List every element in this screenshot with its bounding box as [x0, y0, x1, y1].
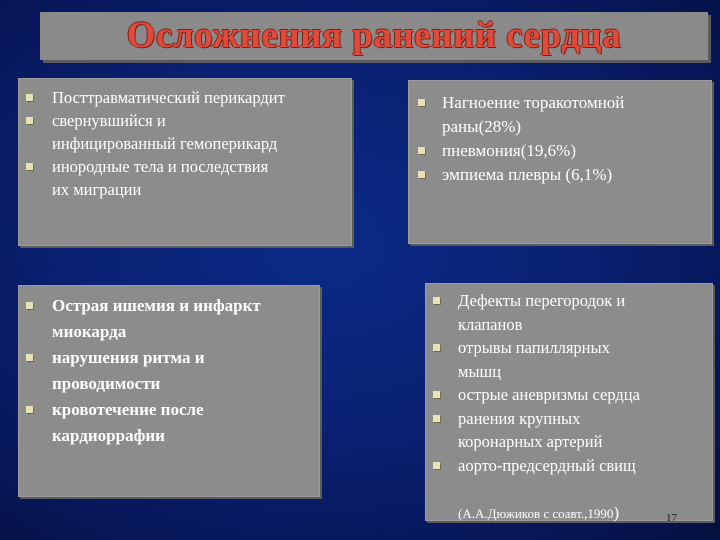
bullet-icon — [433, 415, 440, 422]
list-item-text: отрывы папиллярных — [458, 338, 610, 357]
list-item-text: их миграции — [52, 180, 142, 199]
list-item-text: Острая ишемия и инфаркт — [52, 296, 261, 315]
list-item-text: раны(28%) — [442, 117, 522, 136]
bullet-icon — [433, 391, 440, 398]
list-item-text: свернувшийся и — [52, 111, 166, 130]
bullet-icon — [433, 344, 440, 351]
list-item-text: миокарда — [52, 322, 127, 341]
list-item-text: Посттравматический перикардит — [52, 88, 285, 107]
list-top-right — [442, 91, 704, 187]
list-item — [458, 289, 708, 336]
citation — [458, 503, 619, 523]
bullet-icon — [26, 406, 33, 413]
list-bottom-left — [52, 293, 314, 449]
bullet-icon — [26, 94, 33, 101]
bullet-icon — [26, 302, 33, 309]
bullet-icon — [433, 462, 440, 469]
list-item — [442, 91, 704, 139]
list-item-text: инородные тела и последствия — [52, 157, 269, 176]
list-item — [52, 345, 314, 397]
list-item — [52, 86, 342, 109]
list-item-text: Нагноение торакотомной — [442, 93, 625, 112]
citation-text: (А.А.Дюжиков с соавт.,1990 — [458, 506, 614, 521]
list-item — [458, 454, 708, 478]
bullet-icon — [26, 354, 33, 361]
citation-close: ) — [613, 503, 620, 522]
page-number: 17 — [666, 512, 677, 524]
list-item — [52, 109, 342, 155]
list-item — [52, 293, 314, 345]
list-item — [52, 397, 314, 449]
list-item-text: острые аневризмы сердца — [458, 385, 640, 404]
list-item-text: Дефекты перегородок и — [458, 291, 626, 310]
slide-title: Осложнения ранений сердца — [126, 15, 622, 56]
list-top-left — [52, 86, 342, 201]
bullet-icon — [418, 99, 425, 106]
list-item-text: мышц — [458, 361, 502, 381]
list-item-text: ранения крупных — [458, 408, 581, 428]
list-item — [458, 383, 708, 407]
list-item-text: инфицированный гемоперикард — [52, 134, 278, 153]
list-item — [52, 155, 342, 201]
list-item — [458, 407, 708, 454]
list-item-text: аорто-предсердный свищ — [458, 455, 636, 475]
list-item-text: нарушения ритма и — [52, 348, 205, 367]
bullet-icon — [418, 171, 425, 178]
list-item — [442, 139, 704, 163]
title-bar — [40, 12, 708, 60]
bullet-icon — [433, 297, 440, 304]
list-bottom-right — [458, 289, 708, 477]
list-item-text: коронарных артерий — [458, 432, 603, 451]
bullet-icon — [26, 117, 33, 124]
list-item-text: пневмония(19,6%) — [442, 141, 576, 160]
bullet-icon — [418, 147, 425, 154]
list-item — [458, 336, 708, 383]
list-item-text: кардиоррафии — [52, 426, 165, 445]
list-item — [442, 163, 704, 187]
list-item-text: проводимости — [52, 374, 161, 393]
bullet-icon — [26, 163, 33, 170]
list-item-text: эмпиема плевры (6,1%) — [442, 165, 613, 184]
list-item-text: кровотечение после — [52, 400, 204, 419]
list-item-text: клапанов — [458, 314, 523, 334]
